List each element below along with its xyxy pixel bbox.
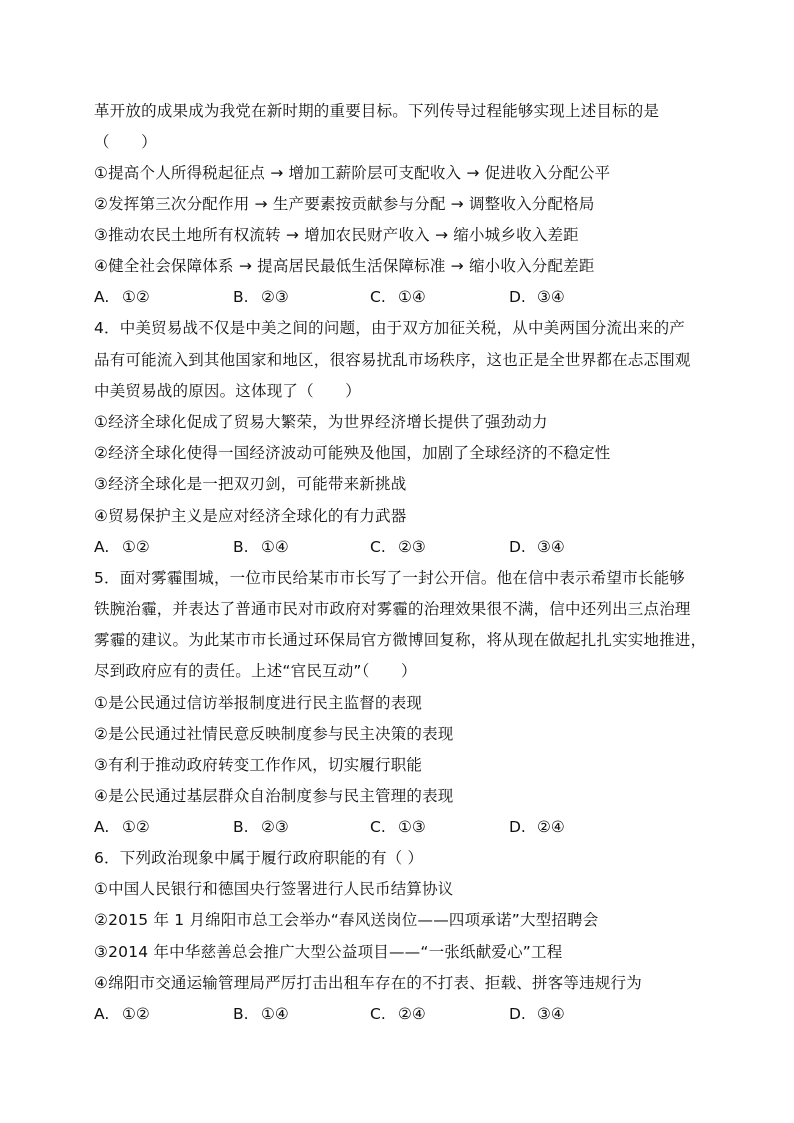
q6-option-a[interactable]: A. ①② xyxy=(94,1005,150,1023)
q6-item-3: ③2014 年中华慈善总会推广大型公益项目——“一张纸献爱心”工程 xyxy=(94,943,563,961)
q5-option-c[interactable]: C. ①③ xyxy=(370,818,426,836)
q4-item-1: ①经济全球化促成了贸易大繁荣，为世界经济增长提供了强劲动力 xyxy=(94,413,548,431)
q6-stem: 6．下列政治现象中属于履行政府职能的有（ ） xyxy=(94,849,424,867)
q4-option-b[interactable]: B. ①④ xyxy=(233,538,289,556)
q5-item-1: ①是公民通过信访举报制度进行民主监督的表现 xyxy=(94,694,423,712)
q6-item-2: ②2015 年 1 月绵阳市总工会举办“春风送岗位——四项承诺”大型招聘会 xyxy=(94,911,599,929)
q4-stem-line-3: 中美贸易战的原因。这体现了（ ） xyxy=(94,382,361,400)
q6-option-d[interactable]: D. ③④ xyxy=(509,1005,565,1023)
q3-option-c[interactable]: C. ①④ xyxy=(370,288,426,306)
q4-item-2: ②经济全球化使得一国经济波动可能殃及他国，加剧了全球经济的不稳定性 xyxy=(94,444,611,462)
q5-item-3: ③有利于推动政府转变工作作风，切实履行职能 xyxy=(94,756,423,774)
q3-option-d[interactable]: D. ③④ xyxy=(509,288,565,306)
q6-option-c[interactable]: C. ②④ xyxy=(370,1005,426,1023)
q5-option-a[interactable]: A. ①② xyxy=(94,818,150,836)
q4-stem-line-2: 品有可能流入到其他国家和地区，很容易扰乱市场秩序，这也正是全世界都在忐忑围观 xyxy=(94,351,691,369)
q5-option-d[interactable]: D. ②④ xyxy=(509,818,565,836)
q3-option-a[interactable]: A. ①② xyxy=(94,288,150,306)
q3-item-4: ④健全社会保障体系 → 提高居民最低生活保障标准 → 缩小收入分配差距 xyxy=(94,257,595,275)
q4-stem-line-1: 4．中美贸易战不仅是中美之间的问题，由于双方加征关税，从中美两国分流出来的产 xyxy=(94,319,685,337)
q4-item-3: ③经济全球化是一把双刃剑，可能带来新挑战 xyxy=(94,475,407,493)
q6-option-b[interactable]: B. ①④ xyxy=(233,1005,289,1023)
q4-item-4: ④贸易保护主义是应对经济全球化的有力武器 xyxy=(94,507,407,525)
q3-item-1: ①提高个人所得税起征点 → 增加工薪阶层可支配收入 → 促进收入分配公平 xyxy=(94,164,611,182)
q5-stem-line-1: 5．面对雾霾围城，一位市民给某市市长写了一封公开信。他在信中表示希望市长能够 xyxy=(94,569,685,587)
q5-stem-line-3: 雾霾的建议。为此某市市长通过环保局官方微博回复称，将从现在做起扎扎实实地推进， xyxy=(94,631,707,649)
q3-option-b[interactable]: B. ②③ xyxy=(233,288,289,306)
q3-stem-line: 革开放的成果成为我党在新时期的重要目标。下列传导过程能够实现上述目标的是 xyxy=(94,102,660,120)
q6-item-4: ④绵阳市交通运输管理局严厉打击出租车存在的不打表、拒载、拼客等违规行为 xyxy=(94,974,642,992)
q3-item-2: ②发挥第三次分配作用 → 生产要素按贡献参与分配 → 调整收入分配格局 xyxy=(94,195,595,213)
q5-stem-line-4: 尽到政府应有的责任。上述“官民互动”（ ） xyxy=(94,662,417,680)
q5-option-b[interactable]: B. ②③ xyxy=(233,818,289,836)
q5-item-4: ④是公民通过基层群众自治制度参与民主管理的表现 xyxy=(94,787,454,805)
q5-item-2: ②是公民通过社情民意反映制度参与民主决策的表现 xyxy=(94,725,454,743)
q4-option-a[interactable]: A. ①② xyxy=(94,538,150,556)
q3-item-3: ③推动农民土地所有权流转 → 增加农民财产收入 → 缩小城乡收入差距 xyxy=(94,226,579,244)
q5-stem-line-2: 铁腕治霾，并表达了普通市民对市政府对雾霾的治理效果很不满，信中还列出三点治理 xyxy=(94,600,691,618)
q3-answer-blank: （ ） xyxy=(94,133,157,151)
q4-option-d[interactable]: D. ③④ xyxy=(509,538,565,556)
q4-option-c[interactable]: C. ②③ xyxy=(370,538,426,556)
q6-item-1: ①中国人民银行和德国央行签署进行人民币结算协议 xyxy=(94,880,454,898)
